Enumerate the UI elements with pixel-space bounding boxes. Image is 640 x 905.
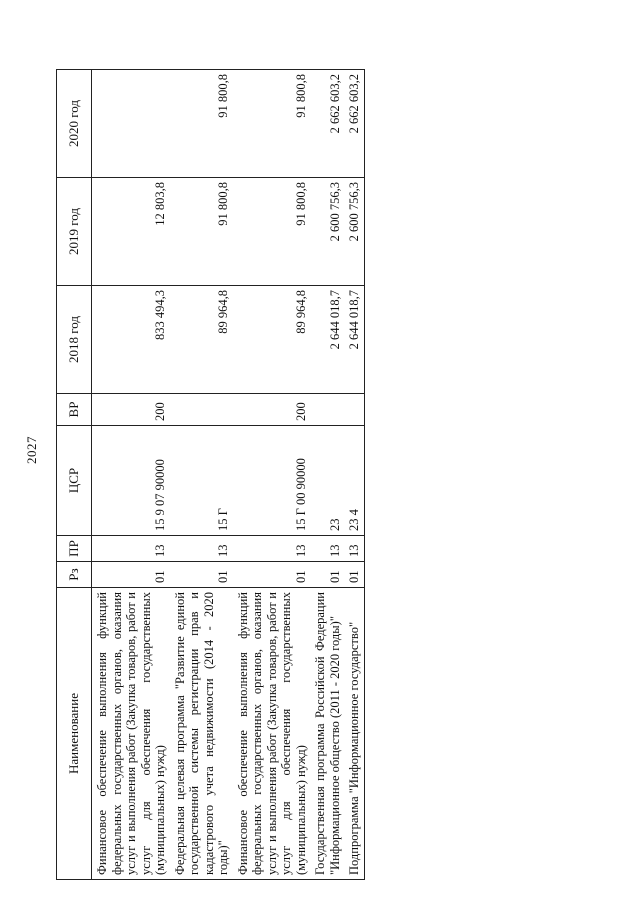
row-csr: 23 [310,426,344,536]
row-csr: 15 Г 00 90000 [233,426,311,536]
header-vr: ВР [57,394,92,426]
row-vr [344,394,364,426]
row-pr: 13 [310,536,344,562]
row-name: Подпрограмма "Информационное государство" [344,588,364,880]
header-csr: ЦСР [57,426,92,536]
row-2020 [92,70,170,178]
row-2018: 2 644 018,7 [344,286,364,394]
table-row [92,70,170,880]
row-rz: 01 [344,562,364,588]
table-row [233,70,311,880]
budget-table [56,69,365,880]
row-name: Финансовое обеспечение выполнения функций федеральных государственных органов, оказания услуг и выполнения работ (Закупка товаров, работ и услуг для обеспечения государственных (муниципальных) нужд) [92,588,170,880]
row-csr: 15 9 07 90000 [92,426,170,536]
row-vr: 200 [92,394,170,426]
row-vr: 200 [233,394,311,426]
page-number: 2027 [24,436,39,464]
table-header-row [57,70,92,880]
row-name: Финансовое обеспечение выполнения функций федеральных государственных органов, оказания услуг и выполнения работ (Закупка товаров, работ и услуг для обеспечения государственных (муниципальных) нужд) [233,588,311,880]
row-2019: 12 803,8 [92,178,170,286]
table-row [170,70,233,880]
table-row [310,70,344,880]
header-2018: 2018 год [57,286,92,394]
row-rz: 01 [92,562,170,588]
row-2018: 833 494,3 [92,286,170,394]
row-vr [170,394,233,426]
row-2019: 91 800,8 [170,178,233,286]
row-rz: 01 [170,562,233,588]
row-rz: 01 [233,562,311,588]
row-2018: 2 644 018,7 [310,286,344,394]
row-2019: 2 600 756,3 [344,178,364,286]
row-pr: 13 [92,536,170,562]
row-2019: 2 600 756,3 [310,178,344,286]
row-2020: 2 662 603,2 [344,70,364,178]
row-2018: 89 964,8 [233,286,311,394]
row-csr: 23 4 [344,426,364,536]
row-2019: 91 800,8 [233,178,311,286]
row-pr: 13 [344,536,364,562]
row-2020: 91 800,8 [170,70,233,178]
row-rz: 01 [310,562,344,588]
row-2020: 2 662 603,2 [310,70,344,178]
header-2020: 2020 год [57,70,92,178]
row-pr: 13 [233,536,311,562]
rotated-table-container [56,70,586,880]
row-2018: 89 964,8 [170,286,233,394]
row-pr: 13 [170,536,233,562]
header-2019: 2019 год [57,178,92,286]
row-name: Федеральная целевая программа "Развитие единой государственной системы регистрации прав и кадастрового учета недвижимости (2014 - 2020 годы)" [170,588,233,880]
row-csr: 15 Г [170,426,233,536]
header-rz: Рз [57,562,92,588]
row-vr [310,394,344,426]
row-name: Государственная программа Российской Федерации "Информационное общество (2011 - 2020 годы)" [310,588,344,880]
header-name: Наименование [57,588,92,880]
header-pr: ПР [57,536,92,562]
table-row [344,70,364,880]
row-2020: 91 800,8 [233,70,311,178]
